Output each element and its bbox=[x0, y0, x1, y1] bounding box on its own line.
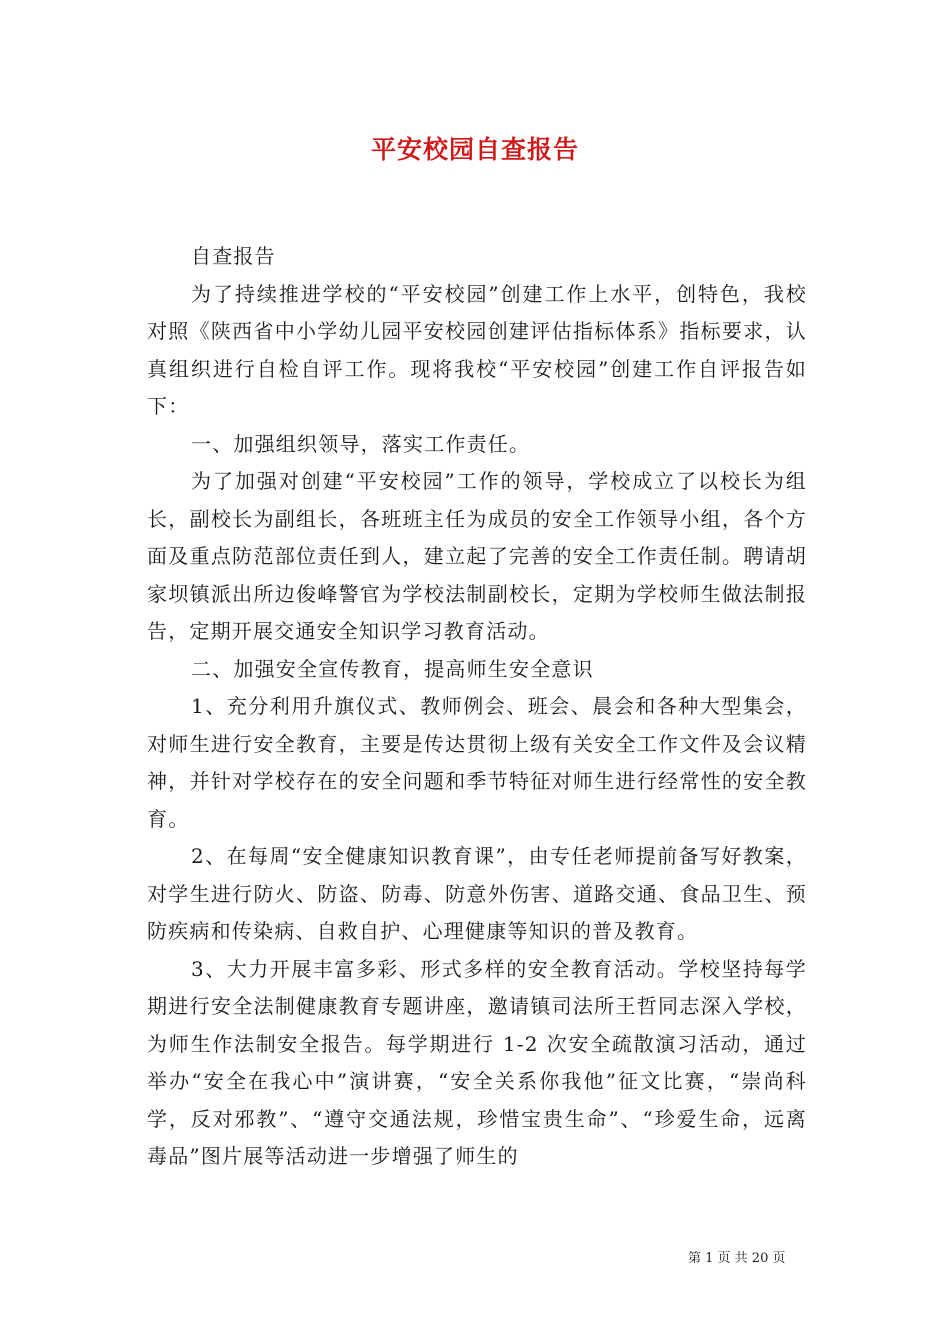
paragraph-intro: 为了持续推进学校的“平安校园”创建工作上水平，创特色，我校对照《陕西省中小学幼儿园平安校园创建评估指标体系》指标要求，认真组织进行自检自评工作。现将我校“平安校园”创建工作自评报告如下： bbox=[147, 281, 807, 418]
document-title: 平安校园自查报告 bbox=[370, 135, 579, 164]
paragraph-item-2: 2、在每周“安全健康知识教育课”，由专任老师提前备写好教案，对学生进行防火、防盗、防毒、防意外伤害、道路交通、食品卫生、预防疾病和传染病、自救自护、心理健康等知识的普及教育。 bbox=[147, 844, 807, 943]
paragraph-section-1: 为了加强对创建“平安校园”工作的领导，学校成立了以校长为组长，副校长为副组长，各班班主任为成员的安全工作领导小组，各个方面及重点防范部位责任到人，建立起了完善的安全工作责任制。聘请胡家坝镇派出所边俊峰警官为学校法制副校长，定期为学校师生做法制报告，定期开展交通安全知识学习教育活动。 bbox=[147, 469, 807, 643]
paragraph-item-1: 1、充分利用升旗仪式、教师例会、班会、晨会和各种大型集会，对师生进行安全教育，主要是传达贯彻上级有关安全工作文件及会议精神，并针对学校存在的安全问题和季节特征对师生进行经常性的安全教育。 bbox=[147, 694, 807, 831]
paragraph-item-3: 3、大力开展丰富多彩、形式多样的安全教育活动。学校坚持每学期进行安全法制健康教育专题讲座，邀请镇司法所王哲同志深入学校，为师生作法制安全报告。每学期进行 1-2 次安全疏散演习活动，通过举办“安全在我心中”演讲赛，“安全关系你我他”征文比赛，“崇尚科学，反对邪教”、“遵守交通法规，珍惜宝贵生命”、“珍爱生命，远离毒品”图片展等活动进一步增强了师生的 bbox=[147, 956, 807, 1168]
section-heading-2: 二、加强安全宣传教育，提高师生安全意识 bbox=[191, 656, 594, 681]
document-body bbox=[147, 238, 807, 1176]
page-number: 第 1 页 共 20 页 bbox=[688, 1251, 786, 1266]
section-heading-1: 一、加强组织领导，落实工作责任。 bbox=[191, 431, 531, 456]
paragraph-heading: 自查报告 bbox=[191, 244, 276, 268]
